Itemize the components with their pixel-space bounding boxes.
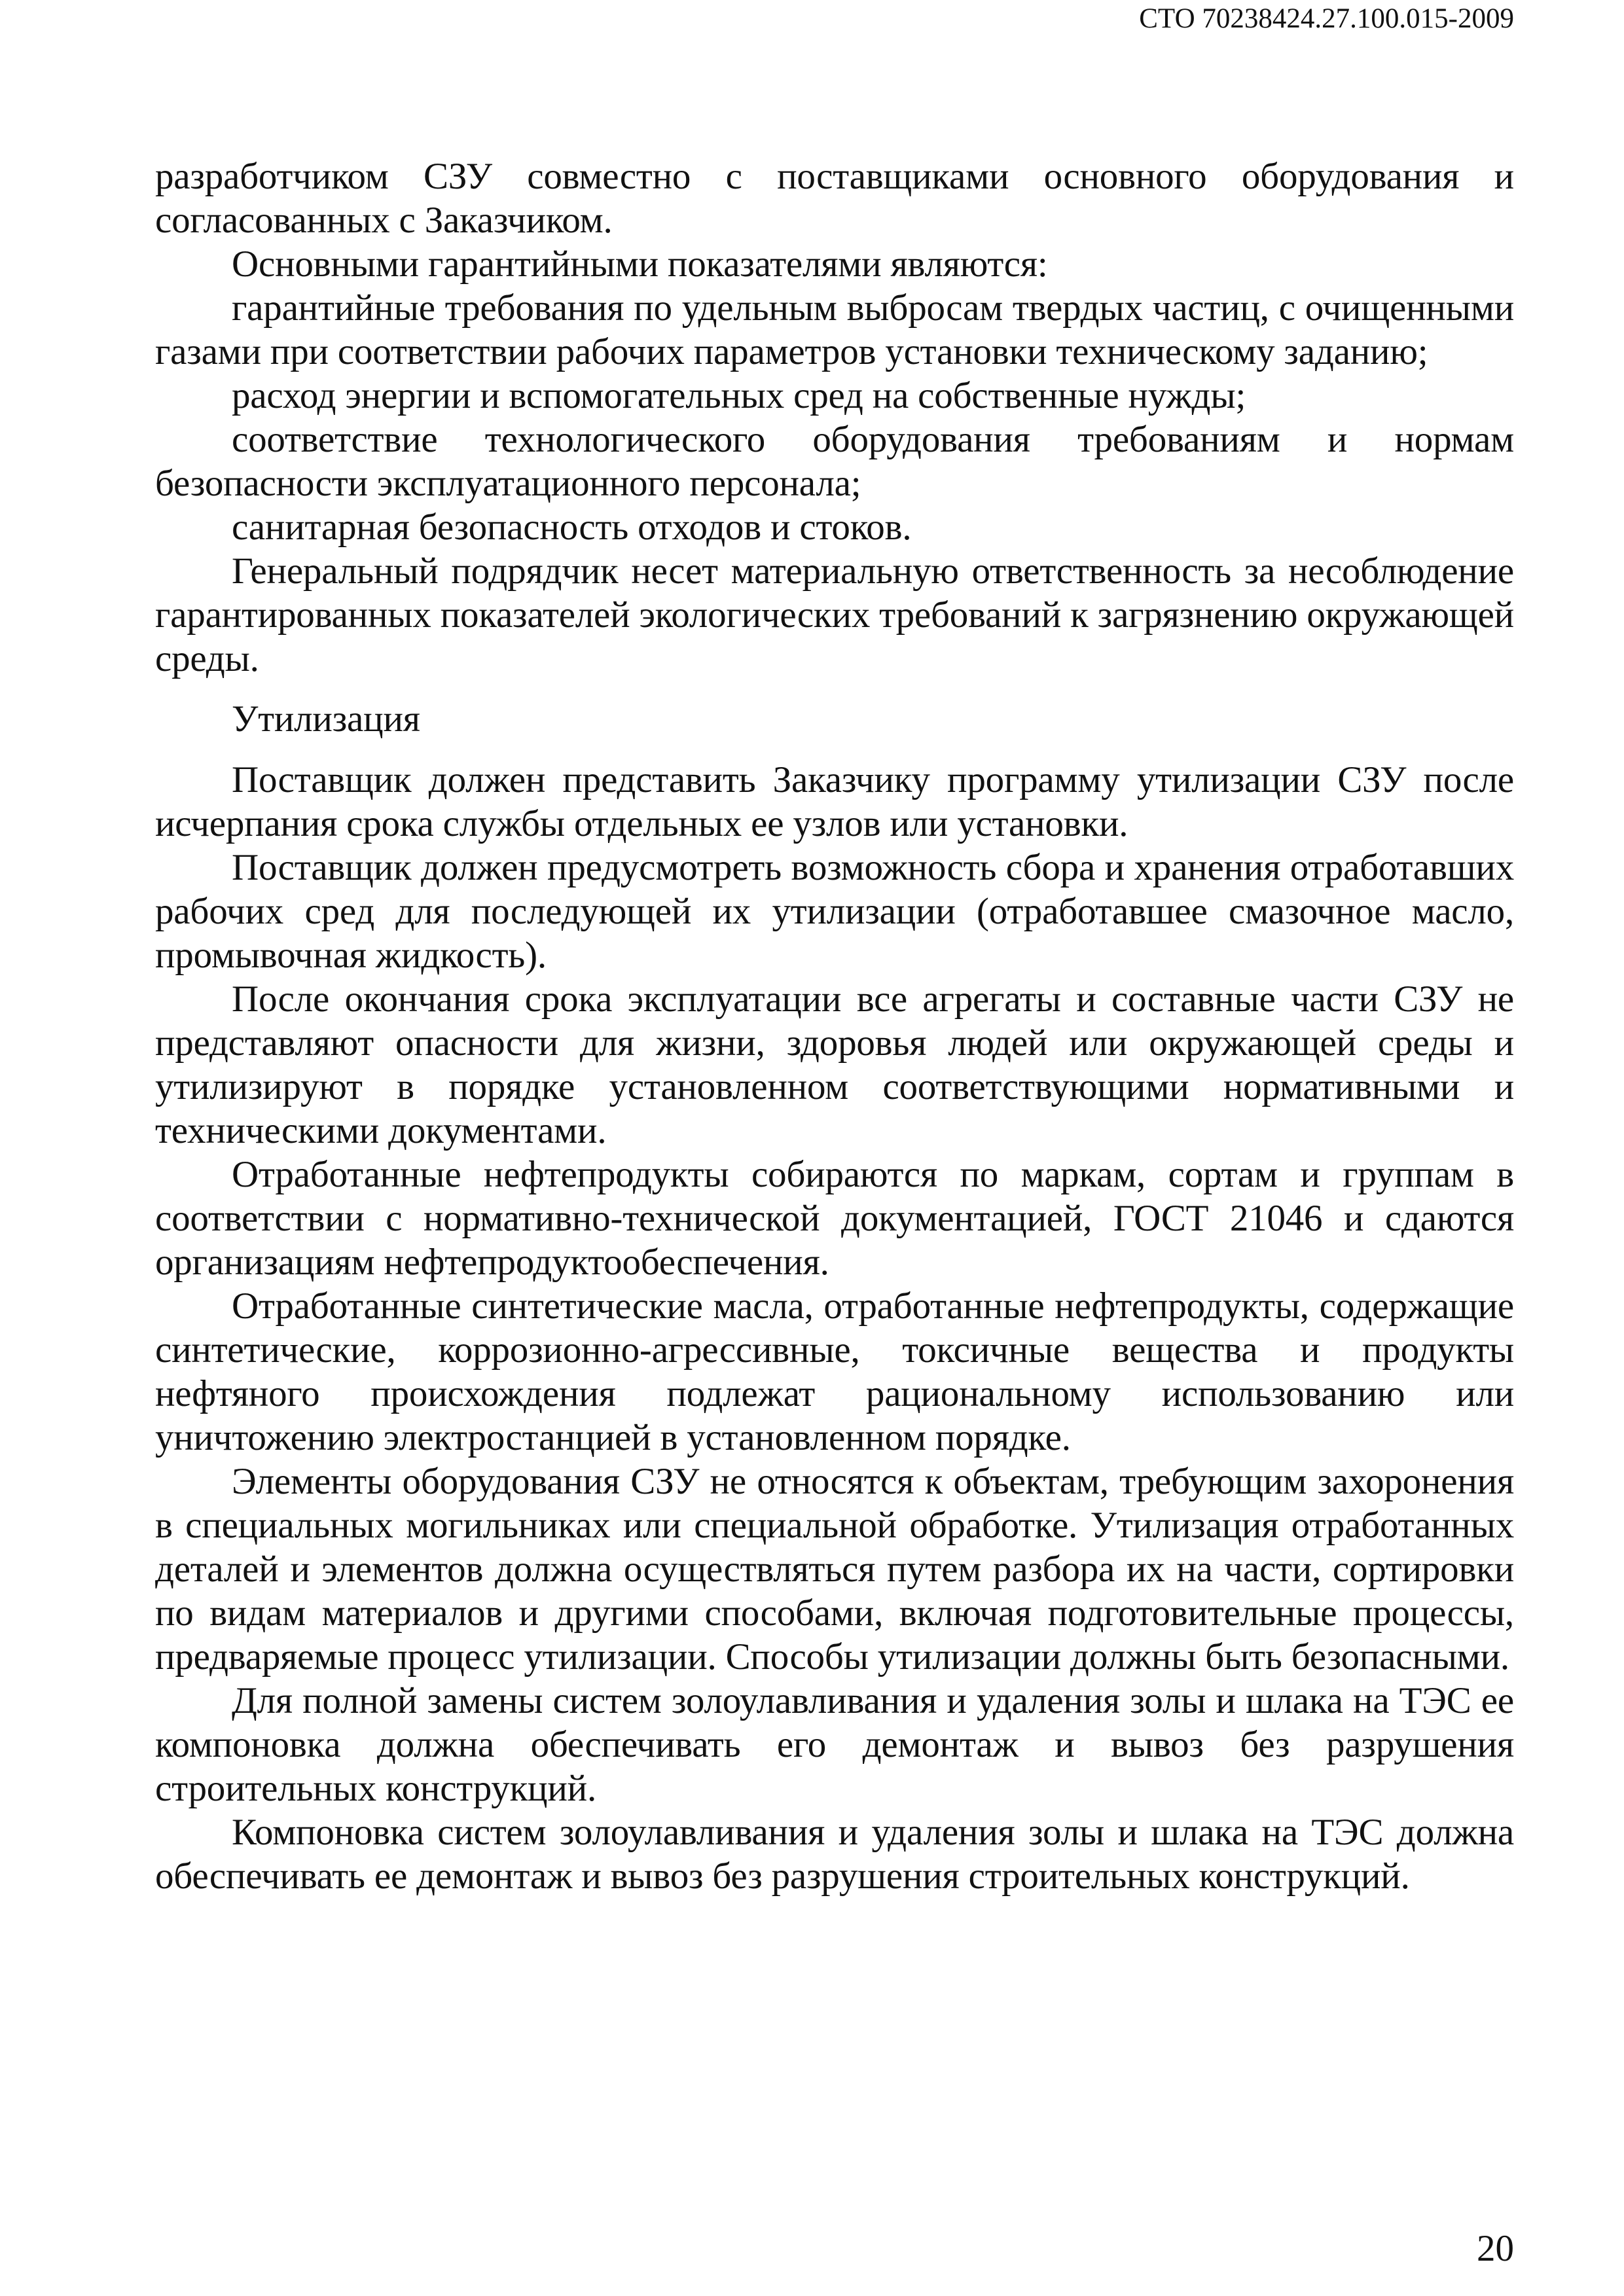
paragraph-synthetic-oils: Отработанные синтетические масла, отработанные нефтепродукты, содержащие синтетические, коррозионно-агрессивные, токсичные вещества и продукты нефтяного происхождения подлежат рациональному использованию или уничтожению электростанцией в установленном порядке.: [155, 1285, 1514, 1458]
paragraph-equipment-disposal: Элементы оборудования СЗУ не относятся к объектам, требующим захоронения в специальных могильниках или специальной обработке. Утилизация отработанных деталей и элементов должна осуществляться путем разбора их на части, сортировки по видам материалов и другими способами, включая подготовительные процессы, предваряемые процесс утилизации. Способы утилизации должны быть безопасными.: [155, 1461, 1514, 1677]
paragraph-utilization-program: Поставщик должен представить Заказчику программу утилизации СЗУ после исчерпания срока службы отдельных ее узлов или установки.: [155, 759, 1514, 844]
document-code-header: СТО 70238424.27.100.015-2009: [1139, 3, 1514, 34]
body-text: [155, 154, 1514, 1898]
paragraph-continuation: разработчиком СЗУ совместно с поставщиками основного оборудования и согласованных с Заказчиком.: [155, 156, 1514, 241]
paragraph-media-collection: Поставщик должен предусмотреть возможность сбора и хранения отработавших рабочих сред для последующей их утилизации (отработавшее смазочное масло, промывочная жидкость).: [155, 847, 1514, 976]
paragraph-layout-dismantling: Компоновка систем золоулавливания и удаления золы и шлака на ТЭС должна обеспечивать ее демонтаж и вывоз без разрушения строительных конструкций.: [155, 1812, 1514, 1897]
paragraph-guarantee-intro: Основными гарантийными показателями являются:: [232, 243, 1048, 285]
paragraph-guarantee-safety: соответствие технологического оборудования требованиям и нормам безопасности эксплуатационного персонала;: [155, 419, 1514, 504]
paragraph-full-replacement: Для полной замены систем золоулавливания и удаления золы и шлака на ТЭС ее компоновка должна обеспечивать его демонтаж и вывоз без разрушения строительных конструкций.: [155, 1680, 1514, 1809]
page-number: 20: [1477, 2228, 1514, 2269]
paragraph-oil-products: Отработанные нефтепродукты собираются по маркам, сортам и группам в соответствии с нормативно-технической документацией, ГОСТ 21046 и сдаются организациям нефтепродуктообеспечения.: [155, 1154, 1514, 1283]
paragraph-contractor-liability: Генеральный подрядчик несет материальную ответственность за несоблюдение гарантированных показателей экологических требований к загрязнению окружающей среды.: [155, 550, 1514, 679]
paragraph-guarantee-emissions: гарантийные требования по удельным выбросам твердых частиц, с очищенными газами при соответствии рабочих параметров установки техническому заданию;: [155, 287, 1514, 372]
paragraph-end-of-life: После окончания срока эксплуатации все агрегаты и составные части СЗУ не представляют опасности для жизни, здоровья людей или окружающей среды и утилизируют в порядке установленном соответствующими нормативными и техническими документами.: [155, 978, 1514, 1151]
section-heading-utilization: Утилизация: [232, 698, 420, 740]
paragraph-guarantee-energy: расход энергии и вспомогательных сред на собственные нужды;: [232, 375, 1246, 416]
paragraph-guarantee-sanitary: санитарная безопасность отходов и стоков.: [232, 507, 912, 548]
